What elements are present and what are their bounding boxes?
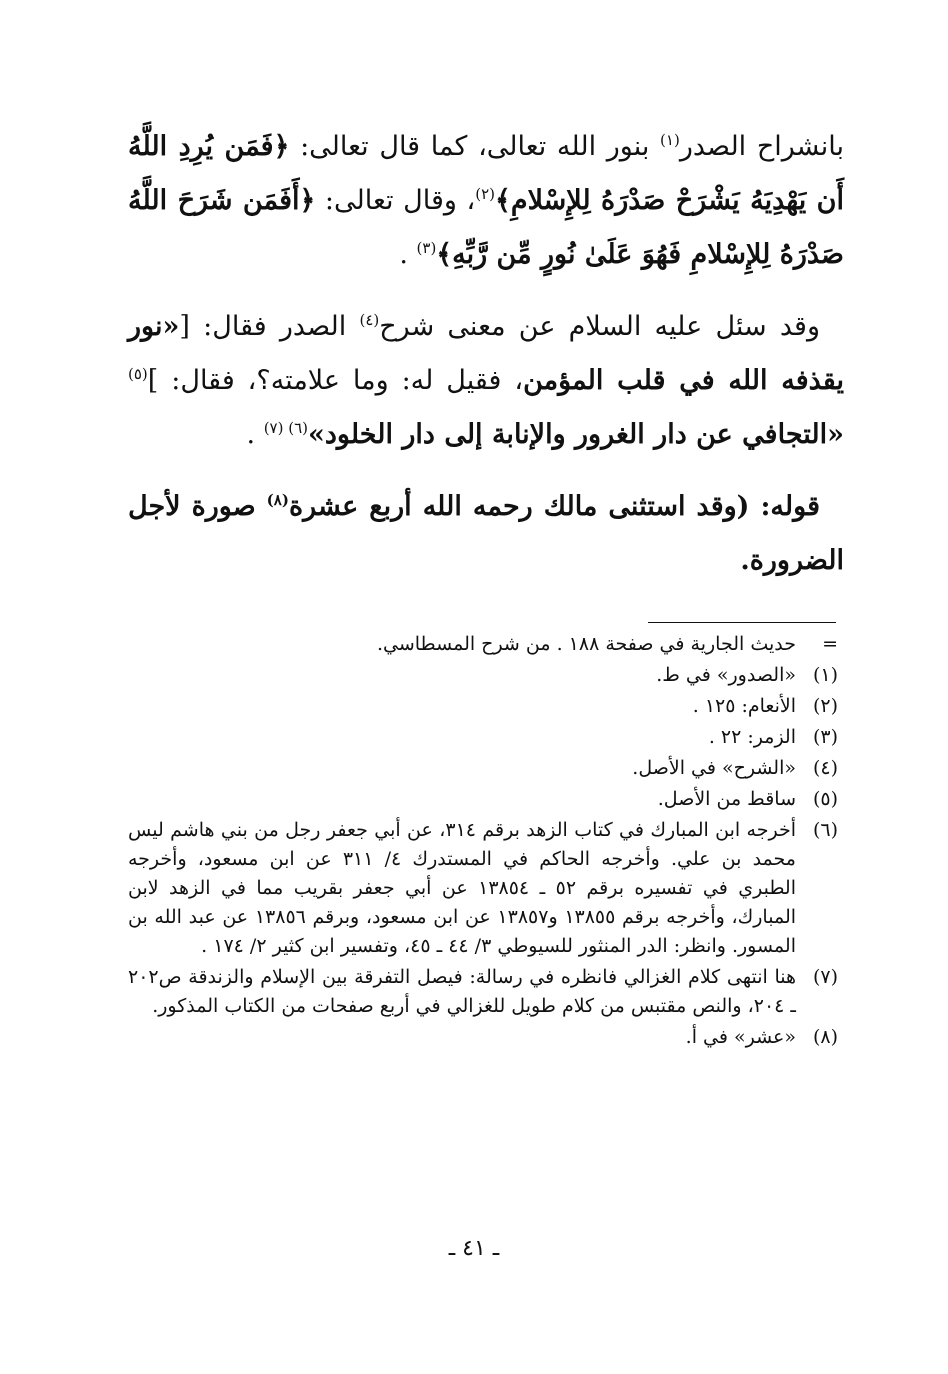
hadith-quote-1: «نور يقذفه الله في قلب المؤمن bbox=[128, 311, 844, 396]
footnote-number: (٧) bbox=[812, 966, 838, 988]
footnote-number: (٦) bbox=[812, 819, 838, 841]
footnote-ref-5: (٥) bbox=[128, 365, 148, 383]
footnote-text: الزمر: ٢٢ . bbox=[708, 726, 796, 748]
text: صورة لأجل الضرورة. bbox=[128, 491, 844, 576]
paragraph-1 bbox=[128, 120, 844, 282]
footnote-number: (٣) bbox=[812, 726, 838, 748]
text: . bbox=[399, 239, 417, 270]
footnote-item bbox=[128, 630, 838, 659]
footnote-ref-4: (٤) bbox=[359, 311, 380, 329]
page-number: ـ ٤١ ـ bbox=[448, 1236, 500, 1261]
footnote-item bbox=[128, 963, 838, 1021]
footnote-ref-8: (٨) bbox=[266, 491, 289, 509]
paragraph-3 bbox=[128, 480, 844, 588]
footnote-item bbox=[128, 723, 838, 752]
footnote-item bbox=[128, 816, 838, 961]
text: ، فقيل له: وما علامته؟، فقال: ] bbox=[147, 365, 524, 396]
footnote-text: «عشر» في أ. bbox=[685, 1026, 796, 1048]
text: الصدر فقال: [ bbox=[179, 311, 360, 342]
footnote-text: ساقط من الأصل. bbox=[657, 788, 796, 810]
footnote-number: (٨) bbox=[812, 1026, 838, 1048]
footnote-text: أخرجه ابن المبارك في كتاب الزهد برقم ٣١٤، عن أبي جعفر رجل من بني هاشم ليس محمد بن علي. وأخرجه الحاكم في المستدرك ٤/ ٣١١ عن ابن مسعود، وأخرجه الطبري في تفسيره برقم ٥٢ ـ ١٣٨٥٤ عن أبي جعفر بقريب مما في الزهد لابن المبارك، وأخرجه برقم ١٣٨٥٥ و١٣٨٥٧ عن ابن مسعود، وبرقم ١٣٨٥٦ عن عبد الله بن المسور. وانظر: الدر المنثور للسيوطي ٣/ ٤٤ ـ ٤٥، وتفسير ابن كثير ٢/ ١٧٤ . bbox=[128, 819, 797, 957]
footnote-number: (١) bbox=[812, 664, 838, 686]
footnotes bbox=[128, 630, 838, 1054]
footnote-number: (٢) bbox=[812, 695, 838, 717]
text: . bbox=[246, 419, 264, 450]
footnote-number: = bbox=[822, 633, 838, 655]
footnote-number: (٥) bbox=[812, 788, 838, 810]
footnote-item bbox=[128, 785, 838, 814]
hadith-quote-2: «التجافي عن دار الغرور والإنابة إلى دار الخلود» bbox=[308, 419, 844, 450]
footnote-text: هنا انتهى كلام الغزالي فانظره في رسالة: فيصل التفرقة بين الإسلام والزندقة ص٢٠٢ ـ ٢٠٤، والنص مقتبس من كلام طويل للغزالي في أربع صفحات من الكتاب المذكور. bbox=[128, 966, 796, 1017]
footnote-separator bbox=[648, 622, 836, 623]
footnote-text: حديث الجارية في صفحة ١٨٨ . من شرح المسطاسي. bbox=[376, 633, 796, 655]
footnote-ref-1: (١) bbox=[660, 131, 680, 149]
paragraph-2 bbox=[128, 300, 844, 462]
main-text bbox=[128, 120, 844, 606]
footnote-item bbox=[128, 1023, 838, 1052]
text: قوله: (وقد استثنى مالك رحمه الله أربع عشرة bbox=[288, 491, 820, 522]
footnote-ref-6-7: (٦) (٧) bbox=[263, 419, 309, 437]
footnote-number: (٤) bbox=[812, 757, 838, 779]
text: بانشراح الصدر bbox=[679, 131, 844, 162]
text: بنور الله تعالى، كما قال تعالى: bbox=[289, 131, 661, 162]
footnote-text: الأنعام: ١٢٥ . bbox=[692, 695, 796, 717]
footnote-item bbox=[128, 692, 838, 721]
quran-quote-2: ﴿أَفَمَن شَرَحَ اللَّهُ صَدْرَهُ لِلإِسْلامِ فَهُوَ عَلَىٰ نُورٍ مِّن رَّبِّهِ﴾ bbox=[128, 185, 844, 270]
text: وقد سئل عليه السلام عن معنى شرح bbox=[379, 311, 821, 342]
footnote-ref-3: (٣) bbox=[416, 239, 437, 257]
footnote-ref-2: (٢) bbox=[475, 185, 496, 203]
footnote-text: «الصدور» في ط. bbox=[656, 664, 796, 686]
footnote-text: «الشرح» في الأصل. bbox=[632, 757, 796, 779]
text: ، وقال تعالى: bbox=[315, 185, 476, 216]
quran-quote-1: ﴿فَمَن يُرِدِ اللَّهُ أَن يَهْدِيَهُ يَشْرَحْ صَدْرَهُ لِلإِسْلامِ﴾ bbox=[128, 131, 844, 216]
footnote-item bbox=[128, 754, 838, 783]
footnote-item bbox=[128, 661, 838, 690]
